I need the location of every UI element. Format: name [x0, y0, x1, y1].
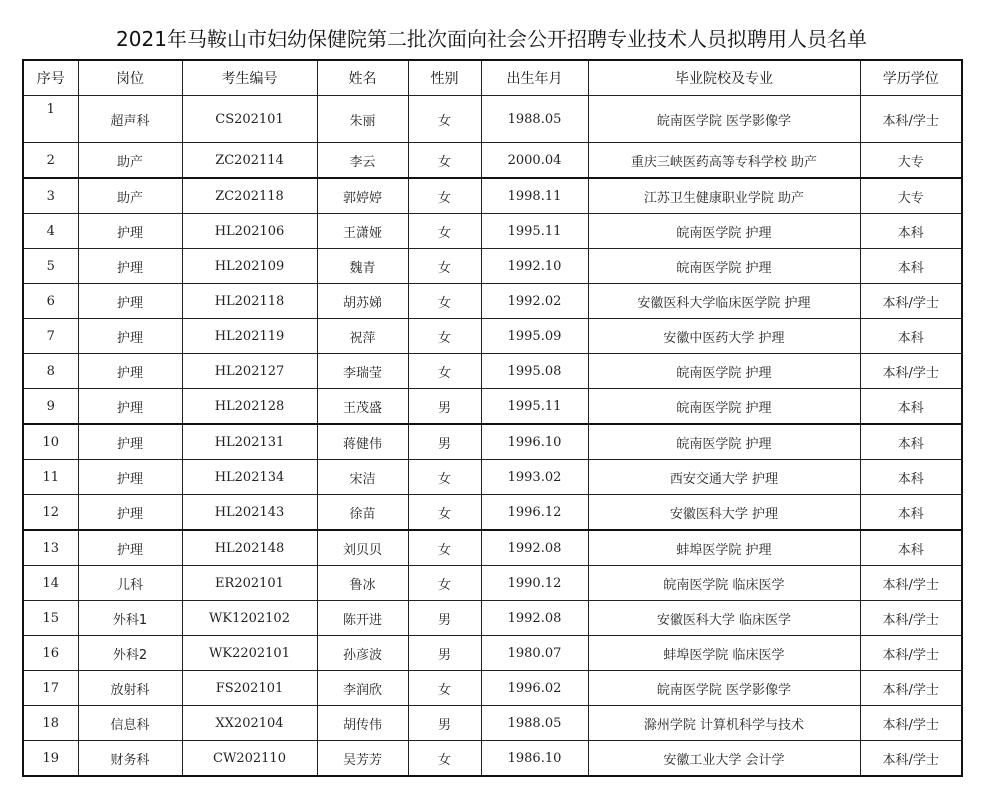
cell-serial: 15: [23, 601, 78, 636]
cell-candidate-id: CW202110: [182, 741, 317, 777]
cell-serial: 13: [23, 530, 78, 566]
cell-name: 郭婷婷: [317, 178, 408, 214]
cell-name: 鲁冰: [317, 566, 408, 601]
cell-name: 胡传伟: [317, 706, 408, 741]
cell-school-major: 江苏卫生健康职业学院 助产: [588, 178, 860, 214]
cell-birth: 1996.02: [481, 671, 588, 706]
table-row: [23, 460, 962, 495]
cell-name: 蒋健伟: [317, 424, 408, 460]
cell-birth: 1998.11: [481, 178, 588, 214]
cell-name: 魏青: [317, 249, 408, 284]
cell-serial: 14: [23, 566, 78, 601]
cell-school-major: 皖南医学院 医学影像学: [588, 671, 860, 706]
table-row: [23, 389, 962, 425]
column-header-serial: 序号: [23, 60, 78, 96]
cell-candidate-id: ZC202118: [182, 178, 317, 214]
cell-post: 信息科: [78, 706, 182, 741]
column-header-name: 姓名: [317, 60, 408, 96]
cell-post: 护理: [78, 530, 182, 566]
cell-post: 超声科: [78, 96, 182, 143]
cell-gender: 女: [408, 495, 481, 531]
header-row: [23, 60, 962, 96]
cell-birth: 2000.04: [481, 143, 588, 179]
cell-post: 护理: [78, 249, 182, 284]
cell-gender: 女: [408, 319, 481, 354]
cell-name: 李云: [317, 143, 408, 179]
cell-candidate-id: HL202127: [182, 354, 317, 389]
cell-name: 孙彦波: [317, 636, 408, 671]
cell-degree: 本科/学士: [860, 284, 962, 319]
cell-post: 外科2: [78, 636, 182, 671]
document-title: 2021年马鞍山市妇幼保健院第二批次面向社会公开招聘专业技术人员拟聘用人员名单: [116, 27, 867, 51]
cell-serial: 5: [23, 249, 78, 284]
cell-gender: 女: [408, 530, 481, 566]
cell-degree: 本科/学士: [860, 601, 962, 636]
cell-birth: 1996.10: [481, 424, 588, 460]
cell-birth: 1995.11: [481, 214, 588, 249]
cell-name: 吴芳芳: [317, 741, 408, 777]
cell-degree: 本科: [860, 319, 962, 354]
cell-candidate-id: XX202104: [182, 706, 317, 741]
cell-birth: 1986.10: [481, 741, 588, 777]
table-row: [23, 601, 962, 636]
cell-birth: 1980.07: [481, 636, 588, 671]
cell-birth: 1995.09: [481, 319, 588, 354]
cell-school-major: 重庆三峡医药高等专科学校 助产: [588, 143, 860, 179]
cell-degree: 本科: [860, 249, 962, 284]
cell-name: 祝萍: [317, 319, 408, 354]
cell-degree: 大专: [860, 143, 962, 179]
cell-school-major: 安徽医科大学 护理: [588, 495, 860, 531]
table-row: [23, 143, 962, 179]
cell-school-major: 蚌埠医学院 临床医学: [588, 636, 860, 671]
table-row: [23, 706, 962, 741]
cell-serial: 7: [23, 319, 78, 354]
table-row: [23, 566, 962, 601]
table-row: [23, 530, 962, 566]
cell-gender: 男: [408, 706, 481, 741]
cell-gender: 女: [408, 178, 481, 214]
cell-post: 护理: [78, 214, 182, 249]
cell-birth: 1992.08: [481, 601, 588, 636]
cell-school-major: 皖南医学院 护理: [588, 249, 860, 284]
cell-gender: 女: [408, 671, 481, 706]
cell-degree: 本科: [860, 495, 962, 531]
cell-degree: 本科/学士: [860, 636, 962, 671]
cell-gender: 女: [408, 354, 481, 389]
cell-gender: 女: [408, 460, 481, 495]
cell-birth: 1995.11: [481, 389, 588, 425]
cell-serial: 4: [23, 214, 78, 249]
cell-degree: 本科/学士: [860, 671, 962, 706]
table-row: [23, 354, 962, 389]
cell-school-major: 皖南医学院 护理: [588, 424, 860, 460]
cell-name: 李瑞莹: [317, 354, 408, 389]
cell-degree: 本科: [860, 530, 962, 566]
cell-post: 护理: [78, 495, 182, 531]
cell-post: 护理: [78, 424, 182, 460]
cell-gender: 女: [408, 143, 481, 179]
cell-school-major: 蚌埠医学院 护理: [588, 530, 860, 566]
cell-gender: 男: [408, 601, 481, 636]
column-header-post: 岗位: [78, 60, 182, 96]
cell-name: 朱丽: [317, 96, 408, 143]
cell-birth: 1988.05: [481, 706, 588, 741]
cell-birth: 1990.12: [481, 566, 588, 601]
cell-school-major: 西安交通大学 护理: [588, 460, 860, 495]
cell-serial: 1: [23, 96, 78, 143]
cell-birth: 1996.12: [481, 495, 588, 531]
cell-gender: 男: [408, 636, 481, 671]
cell-serial: 10: [23, 424, 78, 460]
table-row: [23, 741, 962, 777]
cell-degree: 大专: [860, 178, 962, 214]
cell-candidate-id: HL202131: [182, 424, 317, 460]
cell-post: 护理: [78, 389, 182, 425]
cell-serial: 18: [23, 706, 78, 741]
cell-degree: 本科/学士: [860, 566, 962, 601]
cell-candidate-id: HL202109: [182, 249, 317, 284]
cell-degree: 本科: [860, 214, 962, 249]
cell-name: 刘贝贝: [317, 530, 408, 566]
cell-candidate-id: HL202128: [182, 389, 317, 425]
cell-birth: 1992.10: [481, 249, 588, 284]
cell-name: 徐苗: [317, 495, 408, 531]
cell-name: 胡苏娣: [317, 284, 408, 319]
cell-post: 护理: [78, 460, 182, 495]
cell-school-major: 安徽工业大学 会计学: [588, 741, 860, 777]
cell-candidate-id: HL202148: [182, 530, 317, 566]
cell-post: 助产: [78, 178, 182, 214]
cell-serial: 8: [23, 354, 78, 389]
table-row: [23, 424, 962, 460]
cell-school-major: 皖南医学院 护理: [588, 389, 860, 425]
cell-school-major: 安徽医科大学临床医学院 护理: [588, 284, 860, 319]
cell-gender: 女: [408, 214, 481, 249]
table-row: [23, 284, 962, 319]
cell-name: 李润欣: [317, 671, 408, 706]
cell-candidate-id: WK1202102: [182, 601, 317, 636]
cell-name: 王茂盛: [317, 389, 408, 425]
column-header-school-major: 毕业院校及专业: [588, 60, 860, 96]
cell-serial: 11: [23, 460, 78, 495]
cell-school-major: 安徽医科大学 临床医学: [588, 601, 860, 636]
cell-serial: 12: [23, 495, 78, 531]
cell-birth: 1988.05: [481, 96, 588, 143]
cell-gender: 女: [408, 741, 481, 777]
cell-gender: 女: [408, 249, 481, 284]
cell-candidate-id: HL202134: [182, 460, 317, 495]
cell-name: 陈开进: [317, 601, 408, 636]
cell-candidate-id: CS202101: [182, 96, 317, 143]
cell-post: 护理: [78, 284, 182, 319]
table-row: [23, 636, 962, 671]
cell-degree: 本科/学士: [860, 706, 962, 741]
cell-birth: 1993.02: [481, 460, 588, 495]
cell-post: 外科1: [78, 601, 182, 636]
cell-school-major: 皖南医学院 护理: [588, 214, 860, 249]
cell-candidate-id: HL202106: [182, 214, 317, 249]
cell-serial: 9: [23, 389, 78, 425]
cell-serial: 6: [23, 284, 78, 319]
cell-candidate-id: HL202119: [182, 319, 317, 354]
cell-gender: 男: [408, 389, 481, 425]
hiring-roster-table: [22, 59, 963, 777]
cell-serial: 17: [23, 671, 78, 706]
cell-school-major: 皖南医学院 临床医学: [588, 566, 860, 601]
cell-post: 助产: [78, 143, 182, 179]
cell-gender: 女: [408, 96, 481, 143]
column-header-degree: 学历学位: [860, 60, 962, 96]
cell-gender: 男: [408, 424, 481, 460]
table-row: [23, 671, 962, 706]
cell-post: 护理: [78, 319, 182, 354]
cell-school-major: 皖南医学院 医学影像学: [588, 96, 860, 143]
cell-gender: 女: [408, 284, 481, 319]
cell-name: 宋洁: [317, 460, 408, 495]
cell-school-major: 皖南医学院 护理: [588, 354, 860, 389]
cell-candidate-id: HL202118: [182, 284, 317, 319]
cell-degree: 本科: [860, 460, 962, 495]
cell-school-major: 安徽中医药大学 护理: [588, 319, 860, 354]
cell-degree: 本科/学士: [860, 741, 962, 777]
cell-candidate-id: ER202101: [182, 566, 317, 601]
cell-degree: 本科: [860, 389, 962, 425]
cell-post: 护理: [78, 354, 182, 389]
cell-post: 放射科: [78, 671, 182, 706]
cell-post: 儿科: [78, 566, 182, 601]
roster-body: [23, 96, 962, 777]
cell-serial: 19: [23, 741, 78, 777]
cell-degree: 本科: [860, 424, 962, 460]
cell-candidate-id: ZC202114: [182, 143, 317, 179]
cell-degree: 本科/学士: [860, 354, 962, 389]
column-header-birth: 出生年月: [481, 60, 588, 96]
cell-birth: 1992.02: [481, 284, 588, 319]
cell-candidate-id: FS202101: [182, 671, 317, 706]
cell-post: 财务科: [78, 741, 182, 777]
cell-name: 王潇娅: [317, 214, 408, 249]
cell-serial: 3: [23, 178, 78, 214]
table-row: [23, 178, 962, 214]
table-row: [23, 96, 962, 143]
table-row: [23, 214, 962, 249]
table-row: [23, 249, 962, 284]
cell-candidate-id: HL202143: [182, 495, 317, 531]
cell-birth: 1995.08: [481, 354, 588, 389]
table-row: [23, 319, 962, 354]
cell-birth: 1992.08: [481, 530, 588, 566]
column-header-gender: 性别: [408, 60, 481, 96]
cell-serial: 2: [23, 143, 78, 179]
cell-school-major: 滁州学院 计算机科学与技术: [588, 706, 860, 741]
cell-degree: 本科/学士: [860, 96, 962, 143]
table-row: [23, 495, 962, 531]
cell-gender: 女: [408, 566, 481, 601]
column-header-candidate-id: 考生编号: [182, 60, 317, 96]
cell-candidate-id: WK2202101: [182, 636, 317, 671]
cell-serial: 16: [23, 636, 78, 671]
